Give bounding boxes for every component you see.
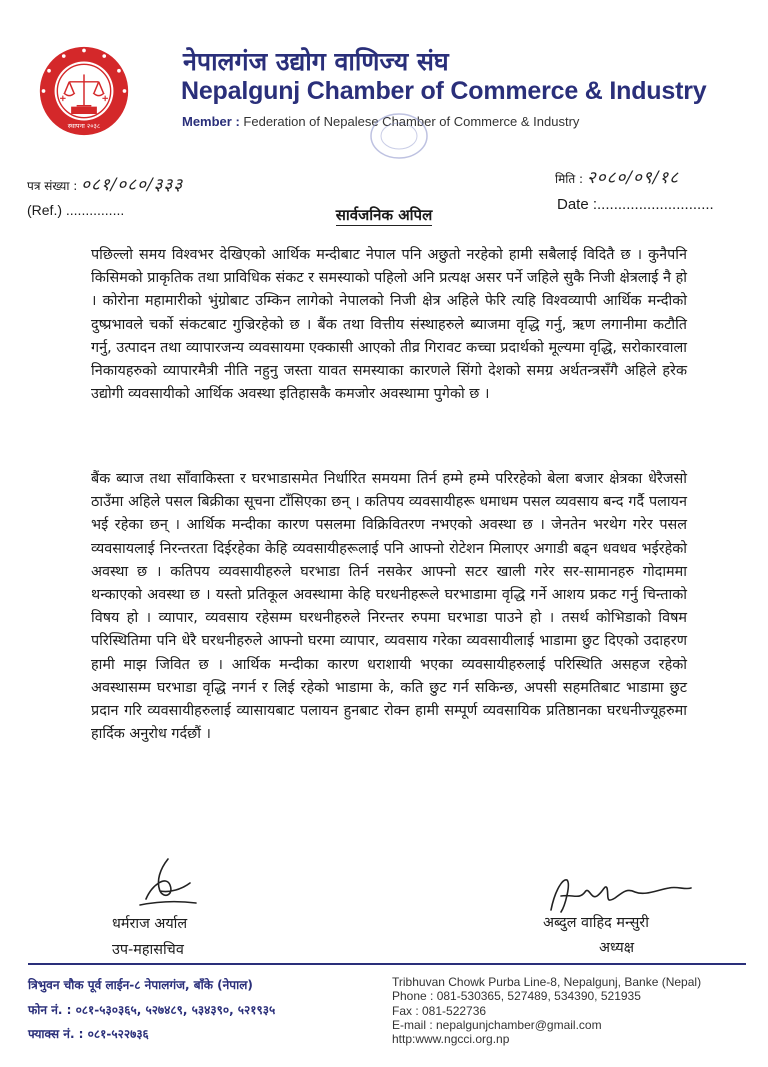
body-paragraph-1: पछिल्लो समय विश्वभर देखिएको आर्थिक मन्दीबाट नेपाल पनि अछुतो नरहेको हामी सबैलाई विदितै छ । कुनैपनि किसिमको प्राकृतिक तथा प्राविधिक संकट र समस्याको पहिलो अनि प्रत्यक्ष असर पर्ने जहिले सुकै निजी क्षेत्रलाई नै हो । कोरोना महामारीको भुंग्रोबाट उम्किन लागेको नेपालको निजी क्षेत्र अहिले फेरि त्यहि विश्वव्यापी आर्थिक मन्दीको दुष्प्रभावले चर्को संकटबाट गुज्रिरहेको छ । बैंक तथा वित्तीय संस्थाहरुले ब्याजमा वृद्धि गर्नु, ऋण लगानीमा कटौति गर्नु, उत्पादन तथा व्यापारजन्य व्यवसायमा एक्कासी आएको तीव्र गिरावट कच्चा प्रदार्थको मूल्यमा वृद्धि, सरोकारवाला निकायहरुको व्यापारमैत्री नीति नहुनु जस्ता यावत समस्याका कारणले सिंगो देशको समग्र अर्थतन्त्रसँगै अहिले हरेक उद्योगी व्यवसायीको आर्थिक अवस्था इतिहासकै कमजोर अवस्थामा पुगेको छ । — [91, 247, 687, 403]
date-line — [555, 165, 679, 188]
footer-fax-english: Fax : 081-522736 — [392, 1003, 487, 1018]
reference-label: पत्र संख्या : — [27, 179, 78, 193]
footer-address-nepali: त्रिभुवन चौक पूर्व लाईन-८ नेपालगंज, बाँके (नेपाल) — [28, 978, 253, 992]
footer-phone-nepali: फोन नं. : ०८१-५३०३६५, ५२७४८९, ५३४३९०, ५२१९३५ — [28, 1003, 276, 1017]
body-paragraph-2: बैंक ब्याज तथा साँवाकिस्ता र घरभाडासमेत निर्धारित समयमा तिर्न हम्मे हम्मे परिरहेको बेला बजार क्षेत्रका धेरैजसो ठाउँमा अहिले पसल बिक्रीका सूचना टाँसिएका छन् । कतिपय व्यवसायीहरू धमाधम पसल व्यवसाय बन्द गर्दै पलायन भई रहेका छन् । आर्थिक मन्दीका कारण पसलमा विक्रिवितरण नभएको अवस्था छ । जेनतेन भरथेग गरेर पसल व्यवसायलाई निरन्तरता दिईरहेका केहि व्यवसायीहरूलाई पनि आफ्नो रोटेशन मिलाएर अगाडी बढ्न धवधव भईरहेको अवस्था छ । कतिपय व्यवसायीहरुले घरभाडा तिर्न नसकेर आफ्नो सटर खाली गरेर सर-सामानहरु गोदाममा थन्काएको अवस्था छ । यस्तो प्रतिकूल अवस्थामा केहि घरधनीहरूले घरभाडामा वृद्धि गर्ने आशय प्रकट गर्नु चिन्ताको विषय हो । व्यापार, व्यवसाय रहेसम्म घरधनीहरुले निरन्तर रुपमा घरभाडा पाउने हो । तसर्थ कोभिडाको विषम परिस्थितिमा पनि धेरै घरधनीहरुले आफ्नो घरमा व्यापार, व्यवसाय गरेका व्यवसायीलाई भाडामा छुट दिएको उदाहरण हामी माझ जिवित छ । आर्थिक मन्दीका कारण धराशायी भएका व्यवसायीहरुलाई परिस्थिति असहज रहेको अवस्थासम्म घरभाडा वृद्धि नगर्न र लिई रहेको भाडामा के, कति छुट गर्न सकिन्छ, अपसी सहमतिबाट भाडामा छुट प्रदान गरि व्यवसायीहरुलाई व्यासायबाट पलायन हुनबाट रोक्न हामी सम्पूर्ण व्यवसायिक प्रतिष्ठानका घरधनीज्यूहरुमा हार्दिक अनुरोध गर्दछौं । — [91, 471, 687, 743]
reference-label-english: (Ref.) ............... — [27, 202, 125, 218]
notice-title-text: सार्वजनिक अपिल — [335, 206, 433, 224]
date-label-english: Date :............................ — [557, 196, 714, 213]
signatory-1-name: धर्मराज अर्याल — [112, 916, 188, 932]
org-name-nepali: नेपालगंज उद्योग वाणिज्य संघ — [183, 47, 449, 76]
signatory-2-name: अब्दुल वाहिद मन्सुरी — [543, 915, 649, 931]
footer-address-english: Tribhuvan Chowk Purba Line-8, Nepalgunj, Banke (Nepal) — [392, 975, 702, 989]
office-stamp — [368, 110, 430, 162]
reference-number-line — [27, 172, 183, 195]
chamber-logo — [38, 45, 130, 137]
member-label: Member : — [182, 114, 240, 129]
member-text: Federation of Nepalese Chamber of Commerce & Industry — [243, 114, 580, 129]
reference-number: ०८१/०८०/३३३ — [81, 175, 184, 195]
org-name-english: Nepalgunj Chamber of Commerce & Industry — [181, 77, 707, 105]
date-value: २०८०/०९/१८ — [586, 168, 680, 188]
footer-email[interactable]: E-mail : nepalgunjchamber@gmail.com — [392, 1017, 602, 1032]
signatory-2-title: अध्यक्ष — [599, 940, 635, 956]
signatory-1-title: उप-महासचिव — [112, 942, 184, 958]
footer-fax-nepali: फ्याक्स नं. : ०८१-५२२७३६ — [28, 1027, 149, 1041]
footer-phone-english: Phone : 081-530365, 527489, 534390, 521935 — [392, 989, 641, 1004]
footer-contact-english — [392, 975, 701, 1046]
footer-divider — [28, 963, 746, 965]
footer-website[interactable]: http:www.ngcci.org.np — [392, 1032, 510, 1047]
date-label: मिति : — [555, 172, 584, 186]
notice-title — [0, 205, 768, 225]
svg-text:स्थापना २०३८: स्थापना २०३८ — [67, 121, 101, 130]
signature-1 — [130, 855, 200, 915]
